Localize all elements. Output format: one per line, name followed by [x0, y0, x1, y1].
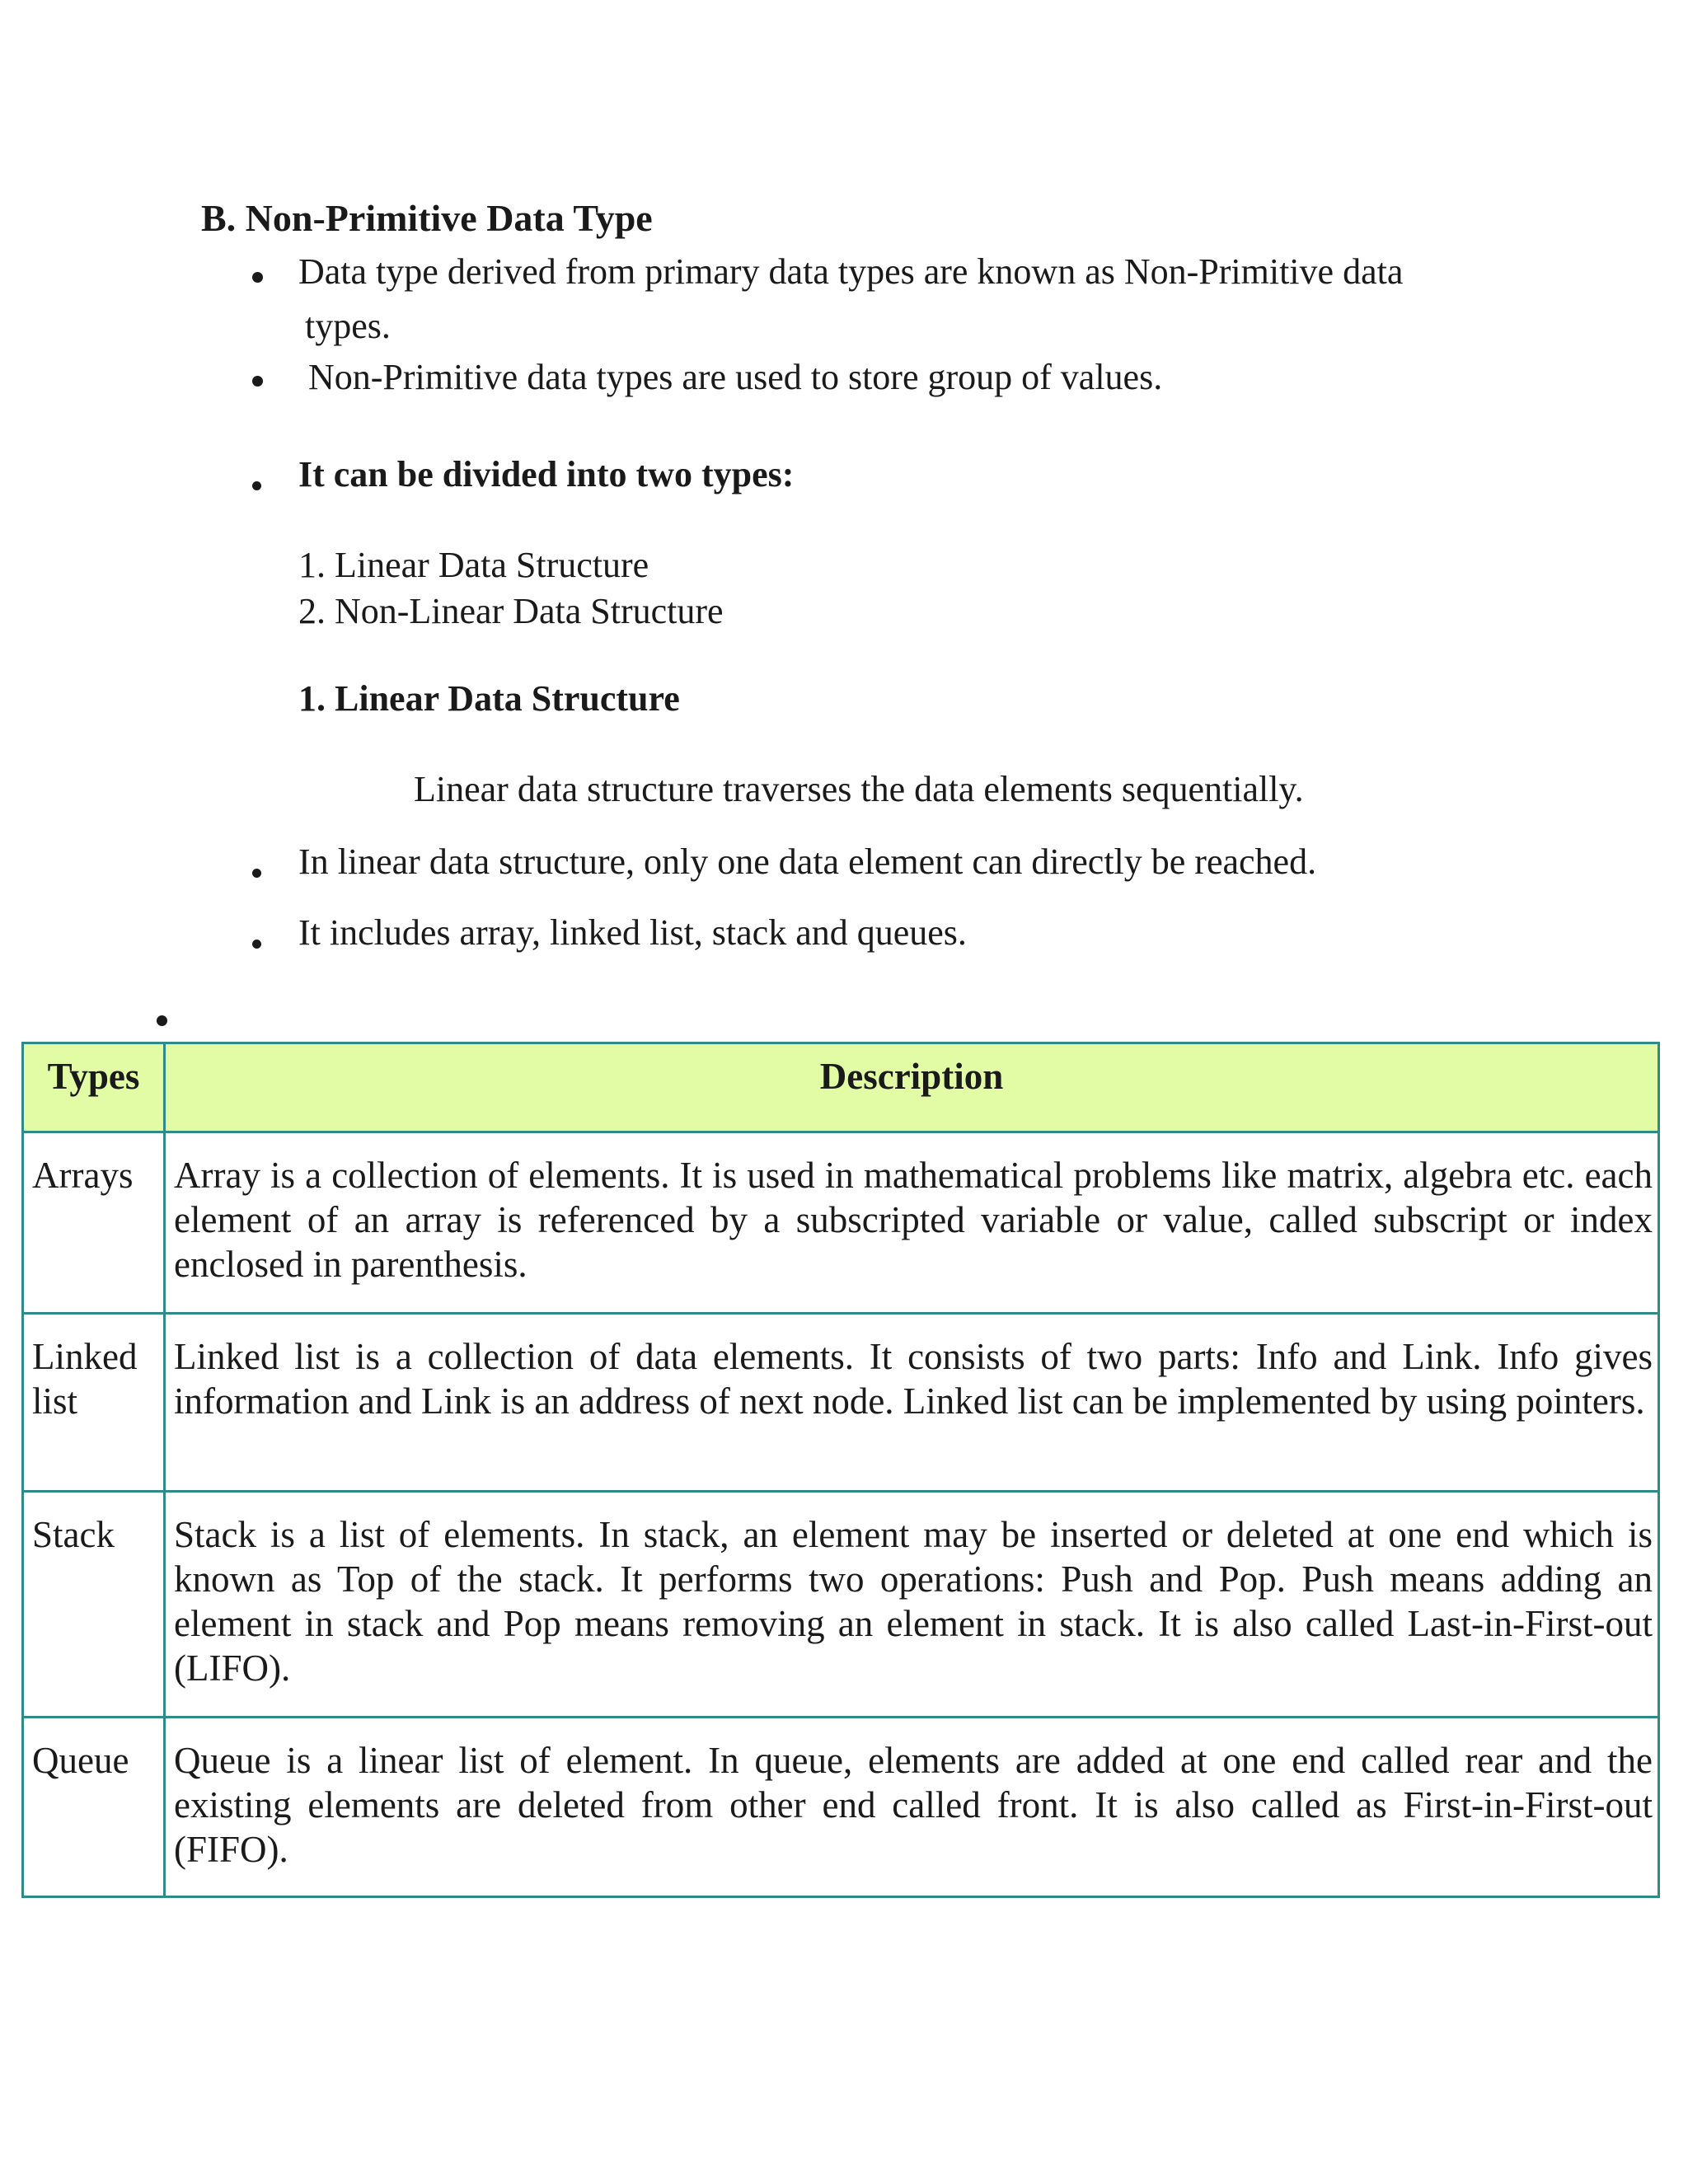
bullet-dot	[252, 869, 261, 878]
bullet-dot	[252, 272, 263, 283]
table-row	[23, 1718, 1659, 1897]
bullet-dot	[252, 376, 263, 387]
description-cell: Stack is a list of elements. In stack, an element may be inserted or deleted at one end which is known as Top of the stack. It performs two operations: Push and Pop. Push means adding an element in stack and Pop means removing an element in stack. It is also called Last-in-First-out (LIFO).	[165, 1492, 1659, 1718]
linear-definition: Linear data structure traverses the data elements sequentially.	[414, 769, 1304, 809]
table-row	[23, 1314, 1659, 1492]
table-row	[23, 1132, 1659, 1314]
type-cell: Linked list	[23, 1314, 165, 1492]
description-cell: Array is a collection of elements. It is used in mathematical problems like matrix, algebra etc. each element of an array is referenced by a subscripted variable or value, called subscript or index enclosed in parenthesis.	[165, 1132, 1659, 1314]
description-cell: Queue is a linear list of element. In queue, elements are added at one end called rear and the existing elements are deleted from other end called front. It is also called as First-in-First-out (FIFO).	[165, 1718, 1659, 1897]
bullet-text-1: Data type derived from primary data types are known as Non-Primitive data	[298, 251, 1404, 292]
data-structure-types-table	[21, 1042, 1660, 1898]
division-item-1: 1. Linear Data Structure	[298, 545, 649, 585]
bullet-text-2: Non-Primitive data types are used to store group of values.	[308, 357, 1163, 397]
linear-bullet-2: It includes array, linked list, stack and queues.	[298, 912, 967, 953]
table-header-row	[23, 1043, 1659, 1132]
divided-intro: It can be divided into two types:	[298, 454, 795, 494]
header-types: Types	[23, 1043, 165, 1132]
section-heading: B. Non-Primitive Data Type	[201, 197, 653, 239]
bullet-text-1-cont: types.	[305, 306, 391, 346]
header-description: Description	[165, 1043, 1659, 1132]
bullet-dot	[252, 940, 261, 949]
linear-bullet-1: In linear data structure, only one data element can directly be reached.	[298, 841, 1317, 882]
type-cell: Stack	[23, 1492, 165, 1718]
bullet-dot	[252, 481, 261, 490]
table-row	[23, 1492, 1659, 1718]
type-cell: Queue	[23, 1718, 165, 1897]
empty-bullet-dot	[157, 1015, 167, 1026]
type-cell: Arrays	[23, 1132, 165, 1314]
description-cell: Linked list is a collection of data elements. It consists of two parts: Info and Link. Info gives information and Link is an address of next node. Linked list can be implemented by using pointers.	[165, 1314, 1659, 1492]
division-item-2: 2. Non-Linear Data Structure	[298, 591, 724, 631]
linear-heading: 1. Linear Data Structure	[298, 678, 680, 719]
